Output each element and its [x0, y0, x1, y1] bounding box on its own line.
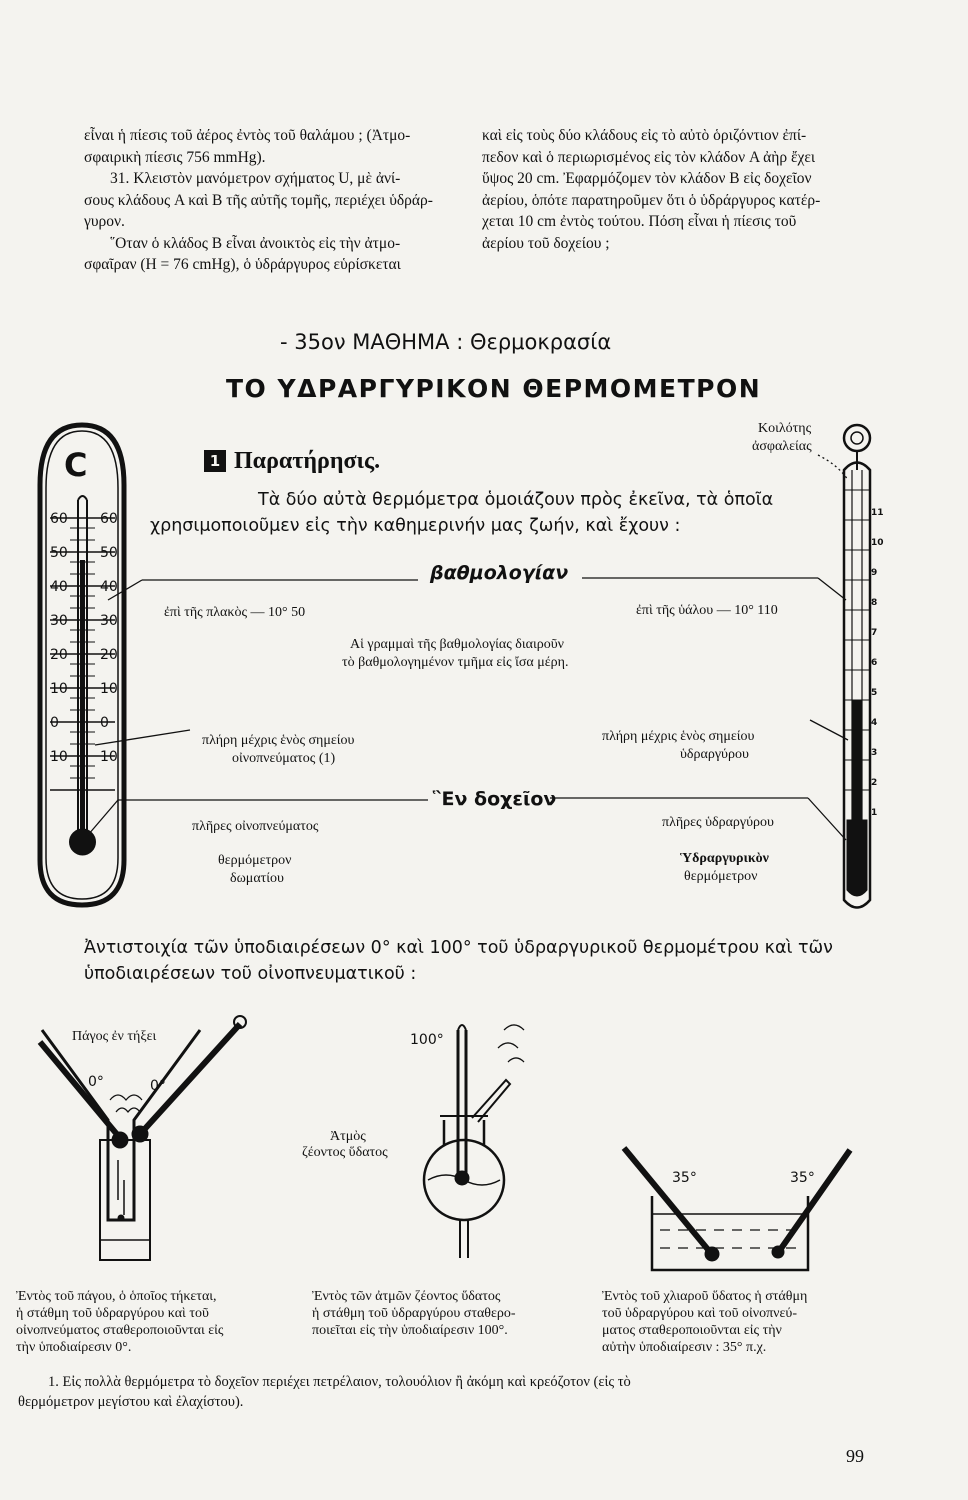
water-deg-left: 35° — [672, 1170, 697, 1186]
text-line: ῞Οταν ὁ κλάδος B εἶναι ἀνοικτὸς εἰς τὴν ἀτμο- — [110, 234, 401, 252]
caption-line: Ἐντὸς τοῦ χλιαροῦ ὕδατος ἡ στάθμη — [602, 1289, 808, 1304]
scale-label: 10 — [50, 749, 68, 765]
page-title: ΤΟ ΥΔΡΑΡΓΥΡΙΚΟΝ ΘΕΡΜΟΜΕΤΡΟΝ — [226, 374, 762, 403]
room-thermo-label-1: θερμόμετρον — [218, 853, 292, 868]
ice-deg-right: 0° — [150, 1078, 166, 1094]
caption-line: τοῦ ὑδραργύρου καὶ τοῦ οἰνοπνεύ- — [602, 1306, 797, 1321]
correspondence-line-2: ὑποδιαιρέσεων τοῦ οἰνοπνευματικοῦ : — [84, 964, 417, 984]
scale-label: 40 — [50, 579, 68, 595]
text-line: ἀερίου, ὁπότε παρατηροῦμεν ὅτι ὁ ὑδράργυρος κατέρ- — [482, 191, 821, 209]
scale-label: 60 — [50, 511, 68, 527]
caption-line: αὐτὴν ὑποδιαίρεσιν : 35° π.χ. — [602, 1340, 767, 1355]
caption-line: ποιεῖται εἰς τὴν ὑποδιαίρεσιν 100°. — [312, 1323, 508, 1338]
text-line: γυρον. — [84, 213, 125, 230]
footnote-line-1: 1. Εἰς πολλὰ θερμόμετρα τὸ δοχεῖον περιέχει πετρέλαιον, τολουόλιον ἢ ἀκόμη καὶ κρεόζοτον (εἰς τὸ — [48, 1374, 631, 1390]
scale-label: 8 — [871, 598, 878, 608]
scale-label: 30 — [50, 613, 68, 629]
mercury-point-line-1: πλήρη μέχρις ἑνὸς σημείου — [602, 729, 755, 744]
scale-label: 40 — [100, 579, 118, 595]
scale-label: 10 — [871, 538, 884, 548]
scale-label: 11 — [871, 508, 884, 518]
caption-line: οἰνοπνεύματος σταθεροποιοῦνται εἰς — [16, 1323, 224, 1338]
alcohol-point-line-1: πλήρη μέχρις ἑνὸς σημείου — [202, 733, 355, 748]
graduation-label: βαθμολογίαν — [430, 562, 569, 584]
mercury-thermo-label-1: Ὑδραργυρικὸν — [680, 851, 769, 866]
intro-line-2: χρησιμοποιοῦμεν εἰς τὴν καθημερινήν μας ζωήν, καὶ ἔχουν : — [150, 516, 681, 536]
scale-label: 30 — [100, 613, 118, 629]
scale-label: 1 — [871, 808, 878, 818]
scale-label: 6 — [871, 658, 878, 668]
scale-label: 2 — [871, 778, 878, 788]
text-line: εἶναι ἡ πίεσις τοῦ ἀέρος ἐντὸς τοῦ θαλάμου ; (Ἀτμο- — [84, 127, 411, 144]
mercury-thermometer — [844, 425, 870, 908]
alcohol-point-line-2: οἰνοπνεύματος (1) — [232, 751, 336, 766]
text-line: σφαιρικὴ πίεσις 756 mmHg). — [84, 148, 266, 166]
scale-label: 5 — [871, 688, 878, 698]
lesson-line: - 35ον ΜΑΘΗΜΑ : Θερμοκρασία — [280, 330, 612, 354]
glass-note: ἐπὶ τῆς ὑάλου — 10° 110 — [636, 603, 778, 618]
caption-line: Ἐντὸς τοῦ πάγου, ὁ ὁποῖος τήκεται, — [16, 1289, 217, 1304]
scale-label: 60 — [100, 511, 118, 527]
section-number-icon: 1 — [204, 450, 226, 472]
room-scale-left — [50, 502, 68, 774]
ice-experiment — [40, 1016, 246, 1260]
steam-experiment — [424, 1025, 524, 1258]
caption-line: τὴν ὑποδιαίρεσιν 0°. — [16, 1340, 132, 1355]
caption-ice — [16, 1288, 300, 1356]
top-right-column — [482, 125, 882, 254]
mercury-point-line-2: ὑδραργύρου — [680, 747, 749, 762]
safety-label-1: Κοιλότης — [758, 421, 812, 436]
section-heading-text: Παρατήρησις. — [234, 448, 381, 474]
mercury-scale — [871, 498, 884, 828]
text-line: χεται 10 cm ἐντὸς τούτου. Πόση εἶναι ἡ πίεσις τοῦ — [482, 213, 797, 230]
scale-label: 10 — [100, 681, 118, 697]
division-line-2: τὸ βαθμολογημένον τμῆμα εἰς ἴσα μέρη. — [342, 655, 569, 670]
steam-deg: 100° — [410, 1032, 444, 1048]
scale-label: 10 — [100, 749, 118, 765]
mercury-thermo-label-2: θερμόμετρον — [684, 869, 758, 884]
scale-label: 0 — [100, 715, 109, 731]
room-scale-right — [100, 502, 118, 774]
scale-label: 9 — [871, 568, 878, 578]
caption-line: ἡ στάθμη τοῦ ὑδραργύρου καὶ τοῦ — [16, 1306, 209, 1321]
text-line: ὕψος 20 cm. Ἐφαρμόζομεν τὸν κλάδον B εἰς δοχεῖον — [482, 170, 812, 187]
water-experiment — [624, 1148, 850, 1270]
steam-label-2: ζέοντος ὕδατος — [302, 1145, 388, 1160]
footnote-line-2: θερμόμετρον μεγίστου καὶ ἐλαχίστου). — [18, 1394, 244, 1410]
text-line: καὶ εἰς τοὺς δύο κλάδους εἰς τὸ αὐτὸ ὁριζόντιον ἐπί- — [482, 127, 807, 144]
scale-label: 20 — [50, 647, 68, 663]
scale-label: 20 — [100, 647, 118, 663]
page-number: 99 — [846, 1446, 864, 1466]
caption-line: Ἐντὸς τῶν ἀτμῶν ζέοντος ὕδατος — [312, 1289, 501, 1304]
room-thermo-unit: C — [64, 446, 88, 484]
safety-label-2: ἀσφαλείας — [752, 439, 812, 454]
mercury-thermo-ticks — [845, 490, 869, 790]
division-line-1: Αἱ γραμμαὶ τῆς βαθμολογίας διαιροῦν — [350, 637, 564, 652]
alcohol-full: πλῆρες οἰνοπνεύματος — [192, 819, 319, 834]
text-line: πεδον καὶ ὁ περιωρισμένος εἰς τὸν κλάδον A ἀὴρ ἔχει — [482, 148, 816, 166]
caption-water — [602, 1288, 882, 1356]
caption-steam — [312, 1288, 590, 1339]
text-line: 31. Κλειστὸν μανόμετρον σχήματος U, μὲ ἀνί- — [110, 170, 401, 187]
ice-label: Πάγος ἐν τήξει — [72, 1029, 157, 1044]
mercury-full: πλῆρες ὑδραργύρου — [662, 815, 774, 830]
scale-label: 4 — [871, 718, 878, 728]
caption-line: ἡ στάθμη τοῦ ὑδραργύρου σταθερο- — [312, 1306, 516, 1321]
bulb-label: ῝Εν δοχεῖον — [432, 788, 557, 810]
caption-line: ματος σταθεροποιοῦνται εἰς τὴν — [602, 1323, 782, 1338]
text-line: σφαῖραν (H = 76 cmHg), ὁ ὑδράργυρος εὑρίσκεται — [84, 256, 401, 273]
steam-label-1: Ἀτμὸς — [330, 1129, 366, 1144]
water-deg-right: 35° — [790, 1170, 815, 1186]
scale-label: 3 — [871, 748, 878, 758]
top-left-column — [84, 125, 434, 276]
ice-deg-left: 0° — [88, 1074, 104, 1090]
plate-note: ἐπὶ τῆς πλακὸς — 10° 50 — [164, 605, 306, 620]
correspondence-line-1: Ἀντιστοιχία τῶν ὑποδιαιρέσεων 0° καὶ 100° τοῦ ὑδραργυρικοῦ θερμομέτρου καὶ τῶν — [84, 938, 833, 958]
section-heading — [204, 448, 380, 475]
scale-label: 7 — [871, 628, 878, 638]
scale-label: 10 — [50, 681, 68, 697]
scale-label: 50 — [100, 545, 118, 561]
text-line: ἀερίου τοῦ δοχείου ; — [482, 234, 610, 252]
room-thermo-label-2: δωματίου — [230, 871, 284, 886]
scale-label: 0 — [50, 715, 59, 731]
scale-label: 50 — [50, 545, 68, 561]
intro-line-1: Τὰ δύο αὐτὰ θερμόμετρα ὁμοιάζουν πρὸς ἐκεῖνα, τὰ ὁποῖα — [258, 490, 774, 510]
text-line: σους κλάδους A καὶ B τῆς αὐτῆς τομῆς, περιέχει ὑδράρ- — [84, 191, 433, 209]
